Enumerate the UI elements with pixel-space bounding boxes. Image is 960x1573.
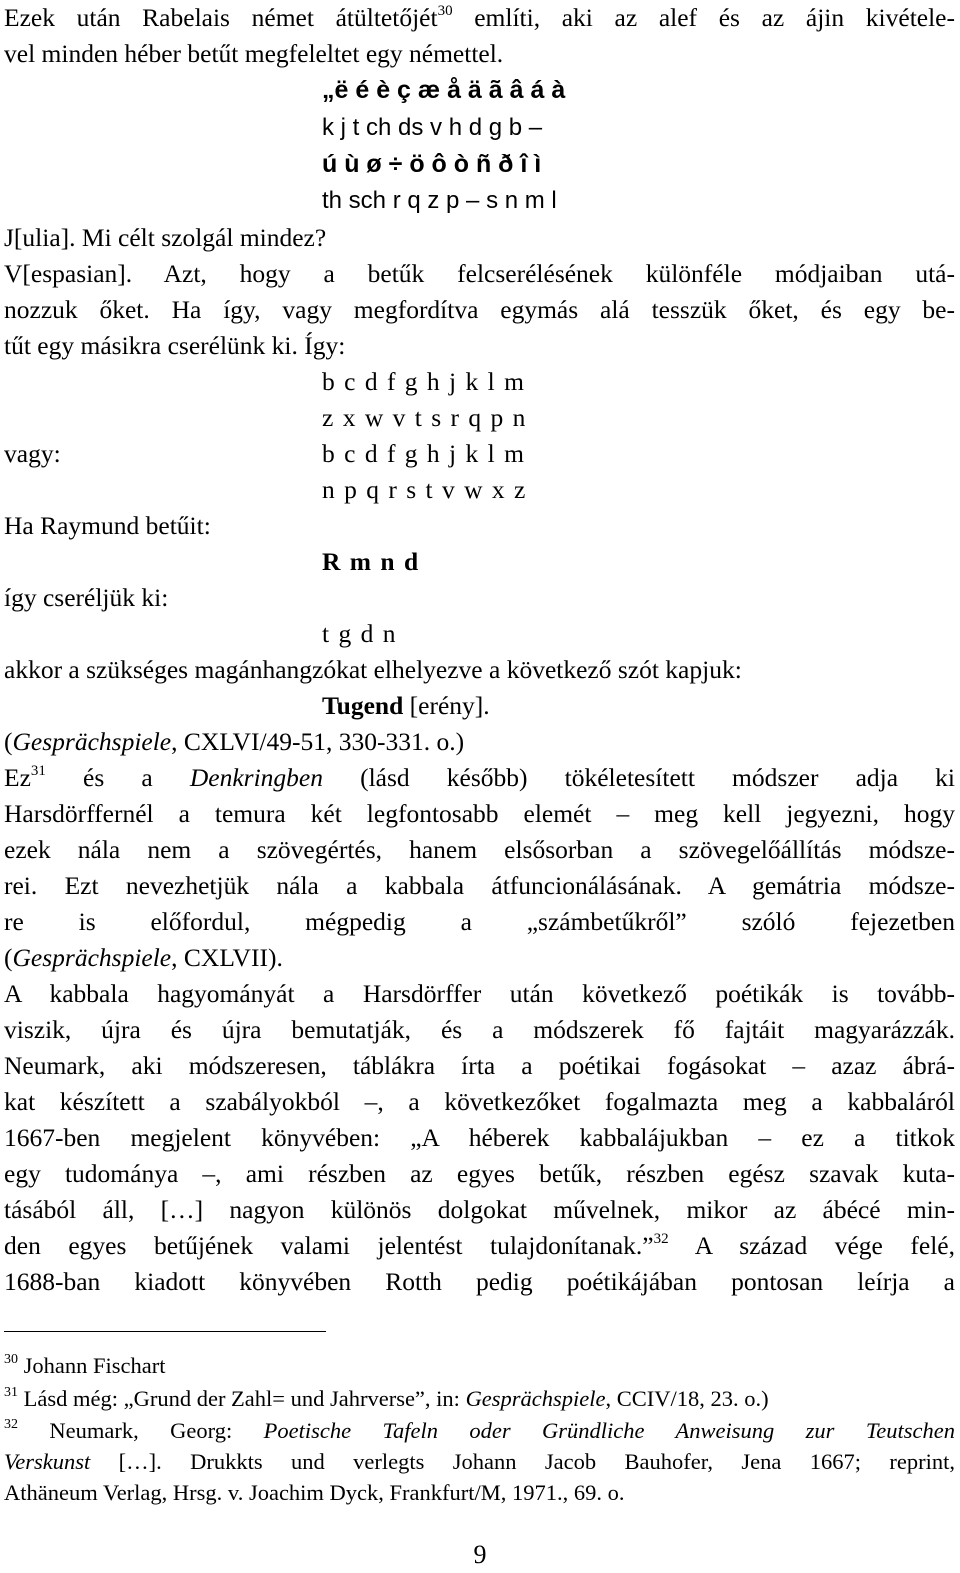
dialogue-line: V[espasian]. Azt, hogy a betűk felcserélésének különféle módjaiban utá- [4,259,955,288]
text-line: tűt egy másikra cserélünk ki. Így: [4,331,346,360]
footnote-ref-31[interactable]: 31 [30,762,46,779]
transliteration-row-1: „ë é è ç æ å ä ã â á à [322,76,566,104]
text-line: 1688-ban kiadott könyvében Rotth pedig poétikájában pontosan leírja a [4,1267,955,1296]
text-line: akkor a szükséges magánhangzókat elhelyezve a következő szót kapjuk: [4,655,742,684]
label-ha-raymund: Ha Raymund betűit: [4,511,211,540]
text-line: den egyes betűjének valami jelentést tulajdonítanak.”$^{32}$ A század vége felé, [4,1230,955,1260]
text-line: re is előfordul, mégpedig a „számbetűkről” szóló fejezetben [4,907,955,936]
page-number: 9 [473,1540,487,1569]
text-line: nozzuk őket. Ha így, vagy megfordítva egymás alá tesszük őket, és egy be- [4,295,955,324]
substitution-row-1: b c d f g h j k l m [322,367,525,396]
example-rmnd: R m n d [322,547,419,576]
text-line: (Gesprächspiele, CXLVII). [4,943,283,972]
transliteration-row-4: th sch r q z p – s n m l [322,187,557,214]
transliteration-row-3: ú ù ø ÷ ö ô ò ñ ð î ì [322,150,542,178]
footnote-31: $^{31}$ Lásd még: „Grund der Zahl= und Jahrverse”, in: Gesprächspiele, CCIV/18, 23. o.) [4,1384,769,1411]
footnote-ref-30[interactable]: 30 [437,2,453,19]
text-line: ezek nála nem a szövegértés, hanem elsősorban a szövegelőállítás módsze- [4,835,955,864]
footnote-separator [4,1331,326,1332]
text-line: Harsdörffernél a temura két legfontosabb elemét – meg kell jegyezni, hogy [4,799,955,828]
citation: (Gesprächspiele, CXLVI/49-51, 330-331. o.) [4,727,465,756]
text-line: Neumark, aki módszeresen, táblákra írta a poétikai fogásokat – azaz ábrá- [4,1051,955,1080]
label-igy-cseréljük: így cseréljük ki: [4,583,169,612]
text-line: vel minden héber betűt megfeleltet egy némettel. [4,39,504,68]
label-vagy: vagy: [4,439,61,468]
example-tugend: Tugend [erény]. [322,691,490,720]
text-line: Ez$^{31}$ és a Denkringben (lásd később) tökéletesített módszer adja ki [4,762,955,792]
text-line: 1667-ben megjelent könyvében: „A héberek kabbalájukban – ez a titkok [4,1123,955,1152]
substitution-row-2: z x w v t s r q p n [322,403,526,432]
text-line: viszik, újra és újra bemutatják, és a módszerek fő fajtáit magyarázzák. [4,1015,955,1044]
text-line: rei. Ezt nevezhetjük nála a kabbala átfuncionálásának. A gemátria módsze- [4,871,955,900]
footnote-32-cont: Athäneum Verlag, Hrsg. v. Joachim Dyck, Frankfurt/M, 1971., 69. o. [4,1480,625,1505]
text-line: tásából áll, […] nagyon különös dolgokat művelnek, mikor az ábécé min- [4,1195,955,1224]
footnote-ref-32[interactable]: 32 [653,1230,669,1247]
example-tgdn: t g d n [322,619,396,648]
substitution-row-4: n p q r s t v w x z [322,475,526,504]
text-line: egy tudománya –, ami részben az egyes betűk, részben egész szavak kuta- [4,1159,955,1188]
footnote-32-cont: Verskunst […]. Drukkts und verlegts Johann Jacob Bauhofer, Jena 1667; reprint, [4,1449,955,1474]
text-line: kat készített a szabályokból –, a következőket fogalmazta meg a kabbaláról [4,1087,955,1116]
substitution-row-3: b c d f g h j k l m [322,439,525,468]
transliteration-row-2: k j t ch ds v h d g b – [322,114,543,141]
footnote-30: $^{30}$ Johann Fischart [4,1351,166,1378]
dialogue-line: J[ulia]. Mi célt szolgál mindez? [4,223,327,252]
text-line: A kabbala hagyományát a Harsdörffer után következő poétikák is tovább- [4,979,955,1008]
text-line: Ezek után Rabelais német átültetőjét$^{30}$ említi, aki az alef és az ájin kivétele- [4,2,955,32]
footnote-32: $^{32}$ Neumark, Georg: Poetische Tafeln oder Gründliche Anweisung zur Teutschen [4,1416,955,1443]
